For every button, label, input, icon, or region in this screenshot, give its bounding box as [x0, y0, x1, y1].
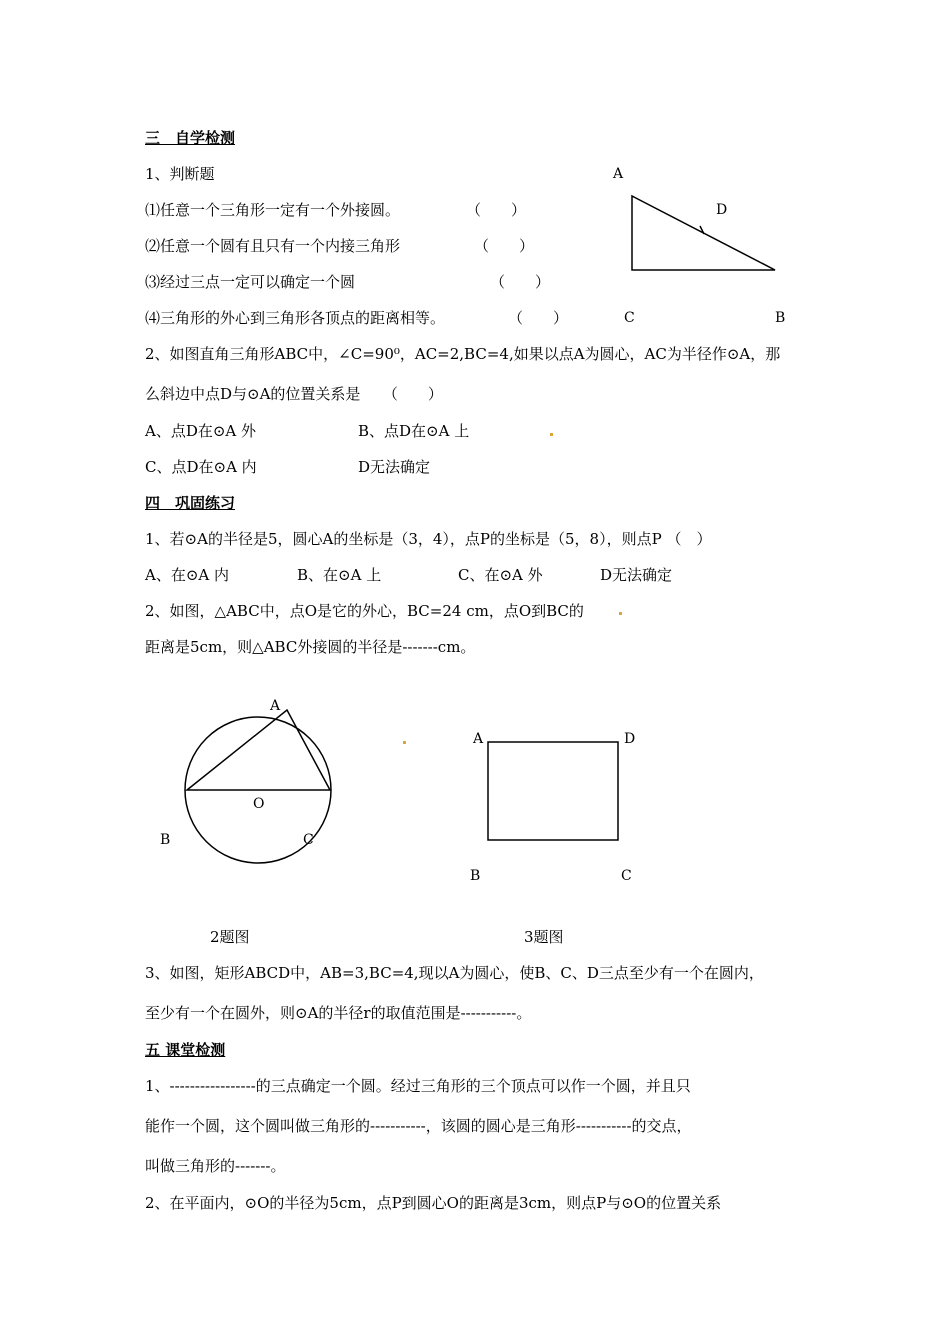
section5-heading: 五 课堂检测	[145, 1041, 226, 1059]
fig2-label-c: C	[303, 832, 314, 848]
fig2-label-o: O	[253, 796, 265, 812]
section3-q2-line2: 么斜边中点D与⊙A的位置关系是 （ ）	[145, 385, 443, 403]
judge-item-3: ⑶经过三点一定可以确定一个圆	[145, 273, 356, 291]
fig3-caption: 3题图	[524, 928, 564, 946]
fig2-label-a: A	[270, 698, 281, 714]
section4-heading: 四 巩固练习	[145, 494, 236, 512]
fig3-label-a: A	[473, 731, 484, 747]
judge-item-4: ⑷三角形的外心到三角形各顶点的距离相等。	[145, 309, 446, 327]
section4-q2-line2: 距离是5cm，则△ABC外接圆的半径是-------cm。	[145, 638, 476, 656]
section4-q1-option-d[interactable]: D无法确定	[600, 566, 673, 584]
answer-paren-2[interactable]: （ ）	[474, 237, 535, 255]
section4-q1-line: 1、若⊙A的半径是5，圆心A的坐标是（3，4），点P的坐标是（5，8），则点P （ ）	[145, 530, 712, 548]
fig3-label-b: B	[470, 868, 481, 884]
section4-q2-line1: 2、如图，△ABC中，点O是它的外心，BC=24 cm，点O到BC的	[145, 602, 584, 620]
section3-q2-option-d[interactable]: D无法确定	[358, 458, 431, 476]
section4-q1-option-c[interactable]: C、在⊙A 外	[458, 566, 543, 584]
section3-q2-option-c[interactable]: C、点D在⊙A 内	[145, 458, 257, 476]
fig3-label-c: C	[621, 868, 632, 884]
section4-q3-line1: 3、如图，矩形ABCD中，AB=3,BC=4,现以A为圆心，使B、C、D三点至少有一个在圆内，	[145, 964, 764, 982]
section4-q1-option-a[interactable]: A、在⊙A 内	[145, 566, 230, 584]
fig2-label-b: B	[160, 832, 171, 848]
judge-item-1: ⑴任意一个三角形一定有一个外接圆。	[145, 201, 401, 219]
section5-q1-line3: 叫做三角形的-------。	[145, 1157, 286, 1175]
section5-q1-line1: 1、-----------------的三点确定一个圆。经过三角形的三个顶点可以作一个圆，并且只	[145, 1077, 691, 1095]
rectangle-abcd	[488, 742, 618, 840]
section3-q2-option-b[interactable]: B、点D在⊙A 上	[358, 422, 470, 440]
section4-q1-option-b[interactable]: B、在⊙A 上	[297, 566, 382, 584]
fig1-label-d: D	[716, 202, 728, 218]
section4-q3-line2: 至少有一个在圆外，则⊙A的半径r的取值范围是-----------。	[145, 1004, 532, 1022]
fig1-label-b: B	[775, 310, 786, 326]
fig2-caption: 2题图	[210, 928, 250, 946]
answer-paren-1[interactable]: （ ）	[466, 201, 527, 219]
fig1-label-c: C	[624, 310, 635, 326]
answer-paren-4[interactable]: （ ）	[508, 309, 569, 327]
answer-paren-3[interactable]: （ ）	[490, 273, 551, 291]
section5-q2-line1: 2、在平面内，⊙O的半径为5cm，点P到圆心O的距离是3cm，则点P与⊙O的位置关系	[145, 1194, 722, 1212]
section3-q1-title: 1、判断题	[145, 165, 215, 183]
section3-q2-line1: 2、如图直角三角形ABC中，∠C=90⁰，AC=2,BC=4,如果以点A为圆心，AC为半径作⊙A，那	[145, 345, 781, 363]
section5-q1-line2: 能作一个圆，这个圆叫做三角形的-----------，该圆的圆心是三角形-----------的交点，	[145, 1117, 692, 1135]
fig3-label-d: D	[624, 731, 636, 747]
section3-q2-option-a[interactable]: A、点D在⊙A 外	[145, 422, 257, 440]
fig1-label-a: A	[613, 166, 624, 182]
judge-item-2: ⑵任意一个圆有且只有一个内接三角形	[145, 237, 401, 255]
section3-heading: 三 自学检测	[145, 129, 236, 147]
